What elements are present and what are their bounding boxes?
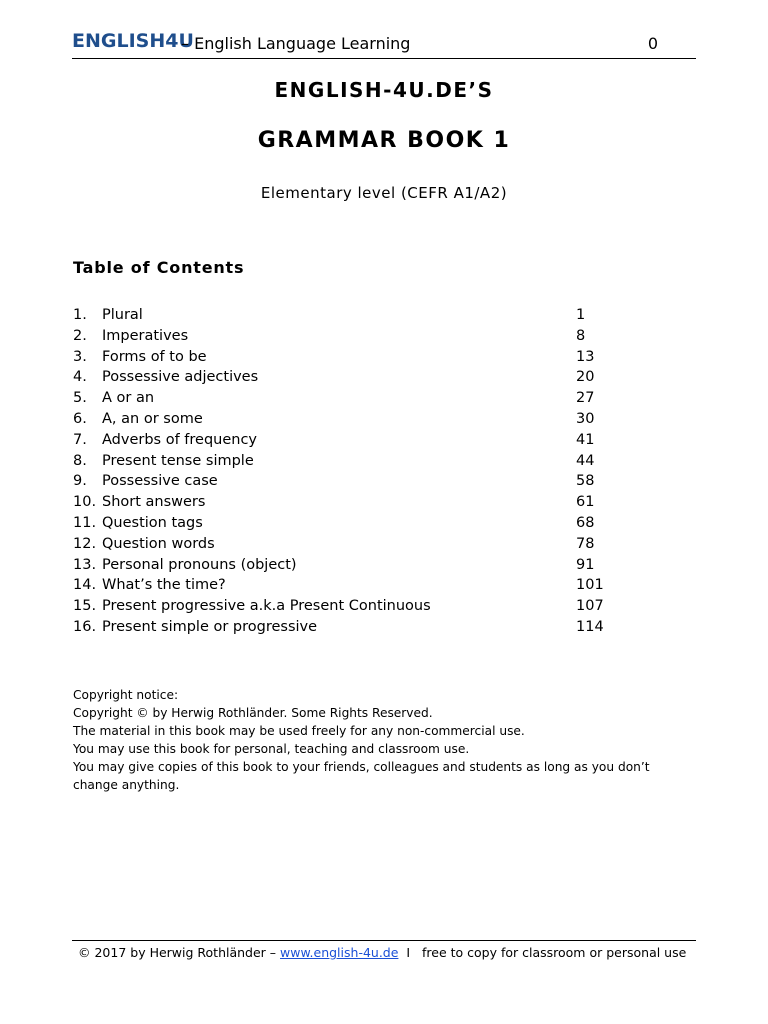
footer-copyright: © 2017 by Herwig Rothländer –	[78, 945, 281, 960]
toc-item-page: 30	[576, 410, 595, 427]
toc-item-title: Question tags	[102, 514, 203, 531]
footer-website-link[interactable]: www.english-4u.de	[280, 945, 399, 960]
toc-item-page: 1	[576, 307, 586, 323]
toc-item-page: 78	[576, 535, 595, 552]
toc-item-number: 16.	[73, 618, 97, 635]
toc-item-number: 4.	[73, 369, 87, 386]
toc-item-number: 8.	[73, 452, 87, 469]
table-of-contents	[73, 305, 633, 638]
toc-item-title: Present progressive a.k.a Present Continuous	[102, 598, 431, 615]
brand-name: ENGLISH4U	[72, 30, 194, 52]
toc-item-number: 3.	[73, 348, 87, 365]
toc-item-title: A or an	[102, 390, 155, 407]
toc-item-page: 13	[576, 348, 595, 365]
toc-item-page: 20	[576, 369, 595, 386]
toc-item-number: 5.	[73, 390, 87, 407]
brand-subtitle: – English Language Learning	[181, 34, 411, 53]
toc-item-number: 6.	[73, 410, 87, 427]
toc-item-page: 101	[576, 577, 604, 594]
toc-item	[73, 305, 633, 326]
toc-item-page: 41	[576, 431, 595, 448]
toc-item-number: 12.	[73, 535, 97, 552]
toc-item	[73, 409, 633, 430]
toc-item	[73, 451, 633, 472]
page-footer	[72, 940, 696, 960]
title-line-1: ENGLISH-4U.DE’S	[274, 78, 494, 102]
toc-item	[73, 388, 633, 409]
copyright-notice	[73, 686, 693, 794]
toc-item-number: 2.	[73, 327, 87, 344]
notice-line: You may give copies of this book to your friends, colleagues and students as long as you don’t change anything.	[73, 760, 650, 792]
toc-item-page: 114	[576, 618, 604, 635]
toc-item-title: Possessive case	[102, 473, 218, 490]
toc-item	[73, 471, 633, 492]
toc-item-page: 44	[576, 452, 595, 469]
toc-item	[73, 596, 633, 617]
book-level: Elementary level (CEFR A1/A2)	[260, 184, 508, 202]
toc-item-title: A, an or some	[102, 410, 203, 427]
toc-item-title: Possessive adjectives	[102, 369, 259, 386]
toc-item	[73, 347, 633, 368]
toc-heading: Table of Contents	[73, 258, 245, 277]
toc-item-title: Adverbs of frequency	[102, 431, 258, 448]
toc-item-number: 7.	[73, 431, 87, 448]
toc-item-number: 15.	[73, 598, 97, 615]
toc-item-title: Imperatives	[102, 327, 189, 344]
page-number: 0	[647, 34, 658, 53]
toc-item-number: 11.	[73, 514, 97, 531]
notice-line: Copyright © by Herwig Rothländer. Some Rights Reserved.	[73, 706, 433, 720]
notice-line: You may use this book for personal, teaching and classroom use.	[73, 742, 470, 756]
toc-item	[73, 326, 633, 347]
toc-item-title: What’s the time?	[102, 577, 226, 594]
toc-item	[73, 575, 633, 596]
toc-item	[73, 367, 633, 388]
toc-item-page: 91	[576, 556, 595, 573]
toc-item-title: Present simple or progressive	[102, 618, 318, 635]
toc-item-page: 68	[576, 514, 595, 531]
toc-item-title: Present tense simple	[102, 452, 254, 469]
toc-item-page: 58	[576, 473, 595, 490]
toc-item-number: 10.	[73, 494, 97, 511]
toc-item-title: Short answers	[102, 494, 206, 511]
notice-heading: Copyright notice:	[73, 688, 179, 702]
toc-item-title: Question words	[102, 535, 215, 552]
toc-item-number: 14.	[73, 577, 97, 594]
toc-item	[73, 430, 633, 451]
notice-line: The material in this book may be used freely for any non-commercial use.	[73, 724, 525, 738]
toc-item	[73, 513, 633, 534]
toc-item-page: 27	[576, 390, 595, 407]
toc-item-title: Plural	[102, 307, 143, 323]
toc-item	[73, 617, 633, 638]
toc-item-page: 8	[576, 327, 586, 344]
toc-item-number: 13.	[73, 556, 97, 573]
toc-item-title: Personal pronouns (object)	[102, 556, 297, 573]
toc-item	[73, 555, 633, 576]
page-header	[72, 30, 696, 59]
toc-item	[73, 492, 633, 513]
toc-item	[73, 534, 633, 555]
footer-license: I free to copy for classroom or personal use	[398, 945, 687, 960]
toc-item-page: 107	[576, 598, 604, 615]
title-line-2: GRAMMAR BOOK 1	[257, 128, 511, 153]
toc-item-number: 9.	[73, 473, 87, 490]
toc-item-number: 1.	[73, 307, 87, 323]
toc-item-title: Forms of to be	[102, 348, 207, 365]
toc-item-page: 61	[576, 494, 595, 511]
